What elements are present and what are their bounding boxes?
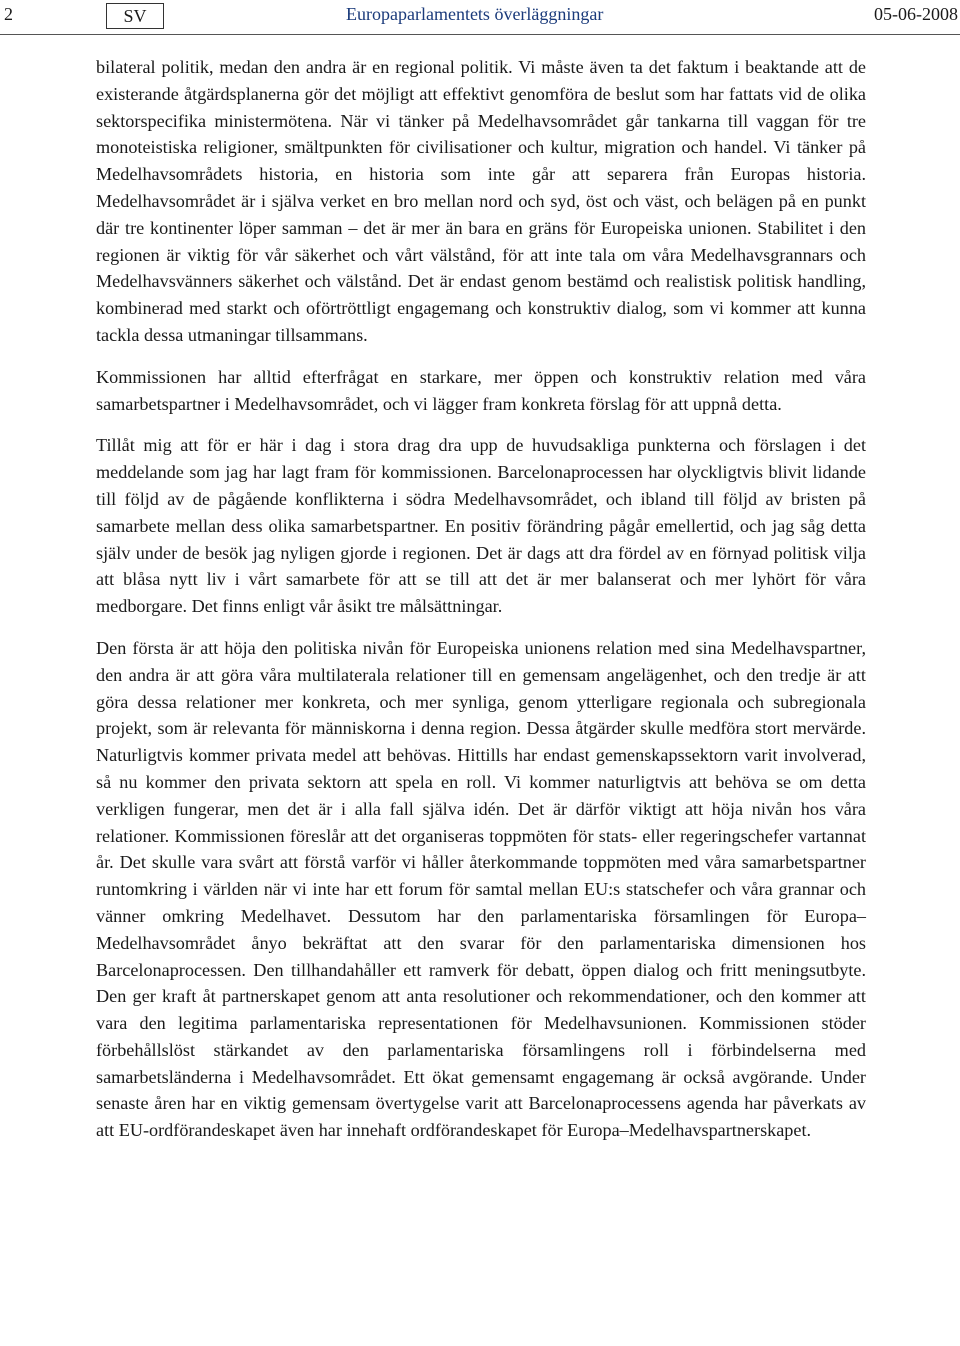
language-code-box: SV <box>106 3 164 29</box>
page-header <box>0 0 960 35</box>
paragraph-2: Kommissionen har alltid efterfrågat en starkare, mer öppen och konstruktiv relation med våra samarbetspartner i Medelhavsområdet, och vi lägger fram konkreta förslag för att uppnå detta. <box>96 366 866 414</box>
publication-date: 05-06-2008 <box>874 4 958 24</box>
page-number: 2 <box>4 4 13 24</box>
paragraph-3: Tillåt mig att för er här i dag i stora drag dra upp de huvudsakliga punkterna och förslagen i det meddelande som jag har lagt fram för kommissionen. Barcelonaprocessen har olyckligtvis blivit lidande till följd av de pågående konflikterna i södra Medelhavsområdet, och ibland till följd av bristen på samarbete mellan dess olika samarbetspartner. En positiv förändring pågår emellertid, och jag såg detta själv under de besök jag nyligen gjorde i regionen. Det är dags att dra fördel av en förnyad politisk vilja att blåsa nytt liv i vårt samarbete för att se till att det är mer balanserat och mer lyhört för våra medborgare. Det finns enligt vår åsikt tre målsättningar. <box>96 435 866 617</box>
document-body <box>96 54 866 1159</box>
publication-title: Europaparlamentets överläggningar <box>346 4 604 24</box>
paragraph-1: bilateral politik, medan den andra är en regional politik. Vi måste även ta det faktum i beaktande att de existerande åtgärdsplanerna gör det möjligt att effektivt genomföra de beslut som har fattats vid de olika sektorspecifika ministermötena. När vi tänker på Medelhavsområdet går tankarna till vaggan för tre monoteistiska religioner, smältpunkten för civilisationer och kultur, migration och handel. Vi tänker på Medelhavsområdets historia, en historia som inte går att separera från Europas historia. Medelhavsområdet är i själva verket en bro mellan nord och syd, öst och väst, och belägen på en punkt där tre kontinenter löper samman – det är mer än bara en gräns för Europeiska unionen. Stabilitet i den regionen är viktig för vår säkerhet och vårt välstånd, för att inte tala om våra Medelhavsgrannars och Medelhavsvänners säkerhet och välstånd. Det är endast genom bestämd och realistisk politisk handling, kombinerad med starkt och oförtröttligt engagemang och konstruktiv dialog, som vi kommer att kunna tackla dessa utmaningar tillsammans. <box>96 57 866 345</box>
paragraph-4: Den första är att höja den politiska nivån för Europeiska unionens relation med sina Medelhavspartner, den andra är att göra våra multilaterala relationer till en gemensam angelägenhet, och den tredje är att göra dessa relationer mer konkreta, och mer synliga, genom ytterligare regionala och subregionala projekt, som är relevanta för människorna i denna region. Dessa åtgärder skulle medföra stort mervärde. Naturligtvis kommer privata medel att behövas. Hittills har endast gemenskapssektorn varit involverad, så nu kommer den privata sektorn att spela en roll. Vi kommer naturligtvis att behöva se om detta verkligen fungerar, men det är i alla fall själva idén. Det är därför viktigt att höja nivån hos våra relationer. Kommissionen föreslår att det organiseras toppmöten för stats- eller regeringschefer vartannat år. Det skulle vara svårt att förstå varför vi håller återkommande toppmöten med våra samarbetspartner runtomkring i världen när vi inte har ett forum för samtal mellan EU:s statschefer och våra grannar och vänner omkring Medelhavet. Dessutom har den parlamentariska församlingen för Europa–Medelhavsområdet ånyo bekräftat att den svarar för den parlamentariska dimensionen hos Barcelonaprocessen. Den tillhandahåller ett ramverk för debatt, öppen dialog och fritt meningsutbyte. Den ger kraft åt partnerskapet genom att anta resolutioner och rekommendationer, och den kommer att vara den legitima parlamentariska representationen för Medelhavsunionen. Kommissionen stöder förbehållslöst stärkandet av den parlamentariska församlingens roll i förbindelserna med samarbetsländerna i Medelhavsområdet. Ett ökat gemensamt engagemang är också avgörande. Under senaste åren har en viktig gemensam övertygelse varit att Barcelonaprocessens agenda har påverkats av att EU-ordförandeskapet även har innehaft ordförandeskapet för Europa–Medelhavspartnerskapet. <box>96 637 866 1141</box>
